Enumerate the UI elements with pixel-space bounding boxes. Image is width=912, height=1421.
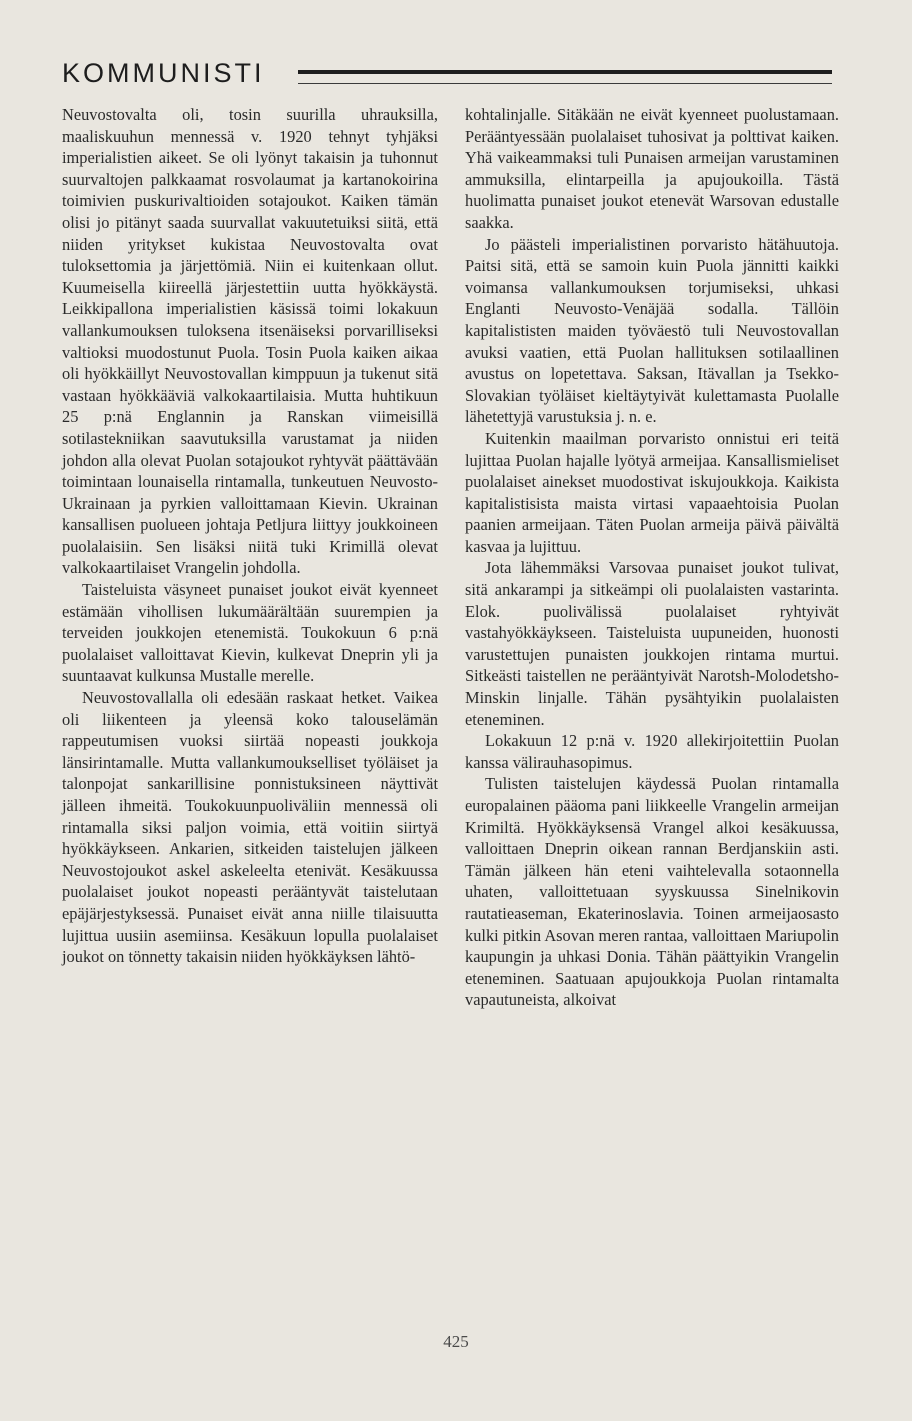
paragraph: Lokakuun 12 p:nä v. 1920 allekirjoitettiin Puolan kanssa välirauhasopimus.	[465, 731, 839, 772]
paragraph: Tulisten taistelujen käydessä Puolan rintamalla europalainen pääoma pani liikkeelle Vrangelin armeijan Krimiltä. Hyökkäyksensä Vrangel alkoi kesäkuussa, valloittaen Dneprin oikean rannan Berdjanskiin asti. Tämän jälkeen hän eteni vaihtelevalla sotaonnella uhaten, valloittetuaan syyskuussa Sinelnikovin rautatieaseman, Ekaterinoslavia. Toinen armeijaosasto kulki pitkin Asovan meren rantaa, valloittaen Mariupolin kaupungin ja uhkasi Donia. Tähän päättyikin Vrangelin eteneminen. Saatuaan apujoukkoja Puolan rintamalta vapautuneista, alkoivat	[465, 774, 839, 1010]
paragraph: Jota lähemmäksi Varsovaa punaiset joukot tulivat, sitä ankarampi ja sitkeämpi oli puolalaisten vastarinta. Elok. puolivälissä puolalaiset ryhtyivät vastahyökkäykseen. Taisteluista uupuneiden, huonosti varustettujen punaisten joukkojen rintama murtui. Sitkeästi taistellen ne perääntyivät Narotsh-Molodetsho-Minskin linjalle. Tähän pysähtyikin puolalaisten eteneminen.	[465, 558, 839, 729]
left-column	[62, 104, 438, 968]
paragraph: Neuvostovallalla oli edesään raskaat hetket. Vaikea oli liikenteen ja yleensä koko talouselämän rappeutumisen vuoksi siirtää nopeasti joukkoja länsirintamalle. Mutta vallankumoukselliset työläiset ja talonpojat sankarillisine ponnistuksineen näyttivät jälleen ihmeitä. Toukokuunpuoliväliin mennessä oli rintamalla siksi paljon voimia, että voitiin siirtyä hyökkäykseen. Ankarien, sitkeiden taistelujen jälkeen Neuvostojoukot askel askeleelta etenivät. Kesäkuussa puolalaiset joukot nopeasti perääntyvät taistelutaan epäjärjestyksessä. Punaiset eivät anna niille tilaisuutta lujittua uusiin asemiinsa. Kesäkuun lopulla puolalaiset joukot on tönnetty takaisin niiden hyökkäyksen lähtö-	[62, 688, 438, 967]
header-rule	[298, 70, 832, 84]
paragraph: Taisteluista väsyneet punaiset joukot eivät kyenneet estämään vihollisen lukumäärältään suurempien ja terveiden joukkojen etenemistä. Toukokuun 6 p:nä puolalaiset valloittavat Kievin, kulkevat Dneprin yli ja suuntaavat kulkunsa Mustalle merelle.	[62, 580, 438, 686]
paragraph: Kuitenkin maailman porvaristo onnistui eri teitä lujittaa Puolan hajalle lyötyä armeijaa. Kansallismieliset puolalaiset ainekset muodostivat iskujoukkoja. Kaikista kapitalistisista maista virtasi vapaaehtoisia Puolan paanien armeijaan. Täten Puolan armeija päivä päivältä kasvaa ja lujittuu.	[465, 428, 839, 556]
paragraph: kohtalinjalle. Sitäkään ne eivät kyenneet puolustamaan. Perääntyessään puolalaiset tuhosivat ja polttivat kaiken. Yhä vaikeammaksi tuli Punaisen armeijan varustaminen ammuksilla, elintarpeilla ja apujoukoilla. Tästä huolimatta punaiset joukot etenevät Warsovan edustalle saakka.	[465, 105, 839, 232]
paragraph: Neuvostovalta oli, tosin suurilla uhrauksilla, maaliskuuhun mennessä v. 1920 tehnyt tyhjäksi imperialistien aikeet. Se oli lyönyt takaisin ja tuhonnut suurvaltojen palkkaamat rosvolaumat ja kartanokoirina toimivien puskurivaltioiden sotajoukot. Kaiken tämän olisi jo pitänyt saada suurvallat vakuutetuiksi siitä, että niiden yritykset kukistaa Neuvostovalta ovat tuloksettomia ja järjettömiä. Niin ei kuitenkaan ollut. Kuumeisella kiireellä järjestettiin uutta hyökkäystä. Leikkipallona imperialistien käsissä toimi lokakuun vallankumouksen tuloksena itsenäiseksi porvarilliseksi valtioksi muodostunut Puola. Tosin Puola kaiken aikaa oli hyökkäillyt Neuvostovallan kimppuun ja tukenut sitä vastaan hyökkääviä valkokaartilaisia. Mutta huhtikuun 25 p:nä Englannin ja Ranskan viimeisillä sotilastekniikan saavutuksilla varustamat ja niiden johdon alla olevat Puolan sotajoukot ryhtyvät päättävään toimintaan lounaisella rintamalla, tunkeutuen Neuvosto-Ukrainaan ja pyrkien valloittamaan Kievin. Ukrainan kansallisen puolueen johtaja Petljura liittyy joukkoineen puolalaisiin. Sen lisäksi niitä tuki Krimillä olevat valkokaartilaiset Vrangelin johdolla.	[62, 105, 438, 578]
page-header	[62, 58, 842, 98]
journal-title: KOMMUNISTI	[62, 58, 265, 88]
right-column	[465, 104, 839, 1011]
paragraph: Jo päästeli imperialistinen porvaristo hätähuutoja. Paitsi sitä, että se samoin kuin Puola jännitti kaikki voimansa vallankumouksen torjumiseksi, uhkasi Englanti Neuvosto-Venäjää sodalla. Tällöin kapitalististen maiden työväestö tuli Neuvostovallan avuksi vaatien, että Puolan hallituksen sotilaallinen avustus on lopetettava. Saksan, Itävallan ja Tsekko-Slovakian työläiset kieltäytyivät kulettamasta Puolalle lähetettyjä varustuksia j. n. e.	[465, 234, 839, 427]
page-number: 425	[443, 1332, 469, 1351]
